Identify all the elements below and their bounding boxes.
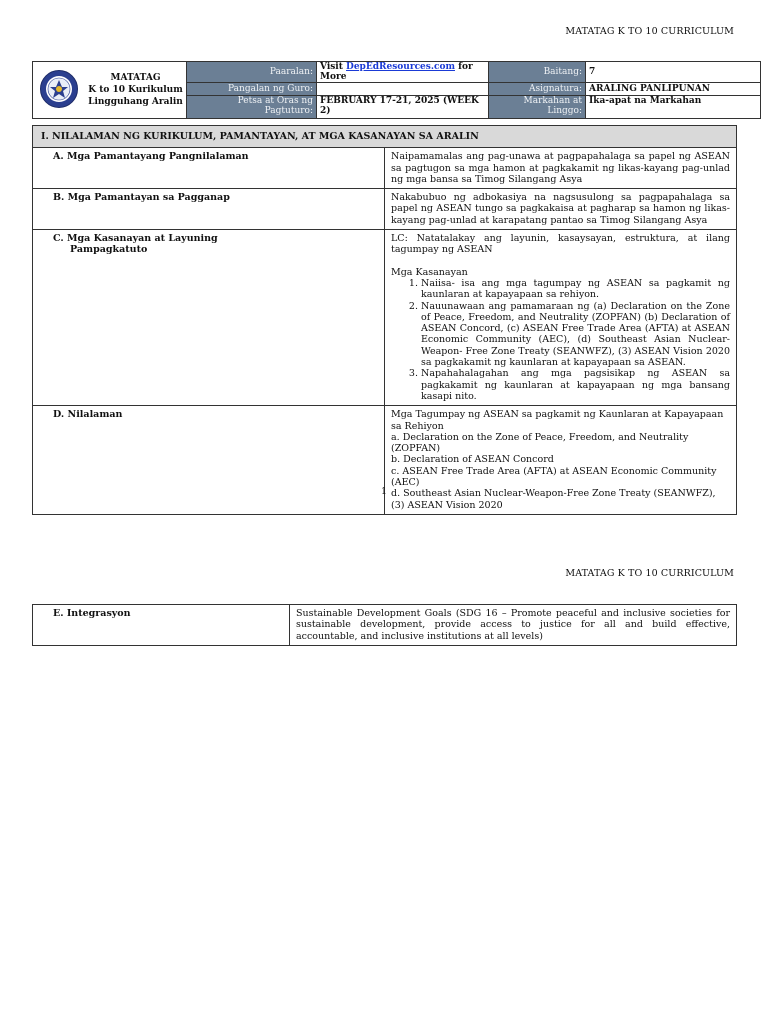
- baitang-label: Baitang:: [489, 62, 586, 83]
- list-item: 1. Naiisa- isa ang mga tagumpay ng ASEAN sa pagkamit ng kaunlaran at kapayapaan sa rehiyon.: [421, 278, 730, 301]
- kasanayan-list: [391, 278, 730, 402]
- page-header: MATATAG K TO 10 CURRICULUM: [565, 568, 734, 579]
- page-number: 1: [381, 487, 387, 497]
- petsa-value: FEBRUARY 17-21, 2025 (WEEK 2): [317, 96, 489, 119]
- list-item: b. Declaration of ASEAN Concord: [391, 454, 554, 466]
- markahan-value: Ika-apat na Markahan: [586, 96, 761, 119]
- row-label-pangnilalaman: A. Mga Pamantayang Pangnilalaman: [33, 148, 385, 189]
- paaralan-value: Visit DepEdResources.com for More: [317, 62, 489, 83]
- integrasyon-table: [32, 604, 737, 646]
- markahan-label: Markahan at Linggo:: [489, 96, 586, 119]
- row-label-pagganap: B. Mga Pamantayan sa Pagganap: [33, 189, 385, 230]
- row-label-nilalaman: D. Nilalaman: [33, 406, 385, 515]
- asignatura-label: Asignatura:: [489, 83, 586, 96]
- section-heading: I. NILALAMAN NG KURIKULUM, PAMANTAYAN, AT MGA KASANAYAN SA ARALIN: [33, 126, 737, 148]
- list-item: a. Declaration on the Zone of Peace, Freedom, and Neutrality (ZOPFAN): [391, 431, 689, 455]
- guro-label: Pangalan ng Guro:: [187, 83, 317, 96]
- title-line: K to 10 Kurikulum: [88, 85, 183, 95]
- depedresources-link[interactable]: DepEdResources.com: [346, 62, 455, 72]
- curriculum-table: [32, 125, 737, 515]
- baitang-value: 7: [586, 62, 761, 83]
- label-line: Pampagkatuto: [70, 244, 148, 256]
- row-body-pagganap: Nakabubuo ng adbokasiya na nagsusulong sa pagpapahalaga sa papel ng ASEAN tungo sa pagkakaisa at pagharap sa hamon ng likas-kayang pag-unlad at karapatang pantao sa Timog Silangang Asya: [385, 189, 737, 230]
- deped-seal-icon: [39, 69, 79, 109]
- row-body-nilalaman: [385, 406, 737, 515]
- row-label-kasanayan: [33, 230, 385, 406]
- lesson-plan-title: [85, 62, 187, 119]
- title-line: Lingguhang Aralin: [88, 97, 183, 107]
- row-body-integrasyon: Sustainable Development Goals (SDG 16 – Promote peaceful and inclusive societies for sustainable development, provide access to justice for all and build effective, accountable, and inclusive institutions at all levels): [290, 605, 737, 646]
- title-line: MATATAG: [110, 73, 161, 83]
- guro-value: [317, 83, 489, 96]
- list-item: 3. Napahahalagahan ang mga pagsisikap ng ASEAN sa pagkakamit ng kaunlaran at kapayapaan ng mga bansang kasapi nito.: [421, 368, 730, 402]
- page-header: MATATAG K TO 10 CURRICULUM: [565, 26, 734, 37]
- list-item: 2. Nauunawaan ang pamamaraan ng (a) Declaration on the Zone of Peace, Freedom, and Neutrality (ZOPFAN) (b) Declaration of ASEAN Concord, (c) ASEAN Free Trade Area (AFTA) at ASEAN Economic Community (AEC), (d) Southeast Asian Nuclear-Weapon- Free Zone Treaty (SEANWFZ), (3) ASEAN Vision 2020 sa pagkakamit ng kaunlaran at kapayapaan sa ASEAN.: [421, 301, 730, 369]
- learning-competency: LC: Natatalakay ang layunin, kasaysayan, estruktura, at ilang tagumpay ng ASEAN: [391, 233, 730, 256]
- row-body-kasanayan: [385, 230, 737, 406]
- list-item: d. Southeast Asian Nuclear-Weapon-Free Zone Treaty (SEANWFZ), (3) ASEAN Vision 2020: [391, 488, 716, 511]
- nilalaman-intro: Mga Tagumpay ng ASEAN sa pagkamit ng Kaunlaran at Kapayapaan sa Rehiyon: [391, 409, 724, 432]
- list-item: c. ASEAN Free Trade Area (AFTA) at ASEAN Economic Community (AEC): [391, 465, 717, 489]
- deped-seal: [33, 62, 86, 119]
- row-body-pangnilalaman: Naipamamalas ang pag-unawa at pagpapahalaga sa papel ng ASEAN sa pagtugon sa mga hamon at pagkakamit ng likas-kayang pag-unlad ng mga bansa sa Timog Silangang Asya: [385, 148, 737, 189]
- paaralan-label: Paaralan:: [187, 62, 317, 83]
- petsa-label: Petsa at Oras ng Pagtuturo:: [187, 96, 317, 119]
- row-label-integrasyon: E. Integrasyon: [33, 605, 290, 646]
- kasanayan-heading: Mga Kasanayan: [391, 266, 468, 278]
- asignatura-value: ARALING PANLIPUNAN: [586, 83, 761, 96]
- label-line: C. Mga Kasanayan at Layuning: [53, 233, 218, 245]
- lesson-info-table: [32, 61, 761, 119]
